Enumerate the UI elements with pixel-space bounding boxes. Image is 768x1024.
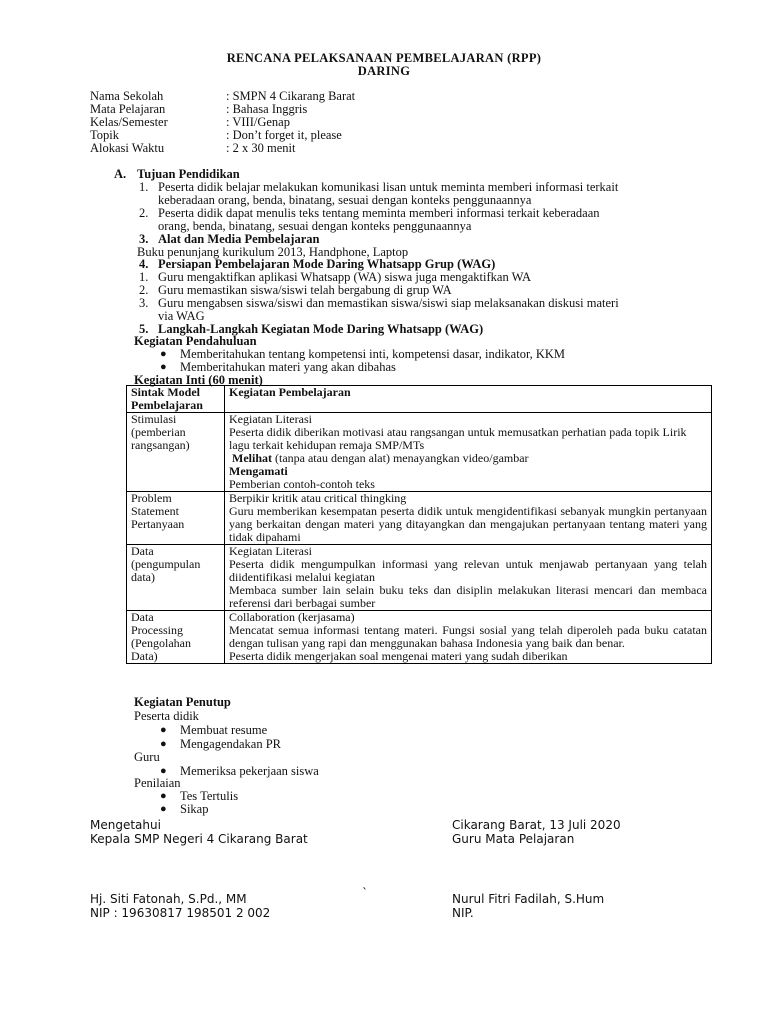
list-item: Membuat resume (180, 723, 268, 737)
table-cell-activity (225, 611, 712, 664)
bullet-icon: ● (160, 803, 167, 815)
cell-text: Data (131, 610, 154, 624)
cell-text: Pertanyaan (131, 517, 185, 531)
bullet-icon: ● (160, 348, 167, 360)
list-number: 1. (139, 270, 149, 284)
list-item-continued: via WAG (158, 309, 205, 323)
table-cell-syntax (127, 492, 225, 545)
stray-mark: ` (362, 886, 368, 900)
cell-text: Mencatat semua informasi tentang materi. Fungsi sosial yang telah diperoleh pada buku catatan dengan tulisan yang rapi dan menggunakan bahasa Indonesia yang baik dan benar. (229, 623, 707, 650)
table-cell-activity (225, 545, 712, 611)
cell-text (229, 452, 707, 465)
cell-text: Membaca sumber lain selain buku teks dan disiplin melakukan literasi mencari dan membaca referensi dari berbagai sumber (229, 583, 707, 610)
section-5-number: 5. (139, 322, 149, 336)
cell-text: Processing (131, 623, 183, 637)
list-item: Memberitahukan materi yang akan dibahas (180, 360, 396, 374)
list-number: 2. (139, 283, 149, 297)
signature-right-line2: Guru Mata Pelajaran (452, 832, 575, 846)
identity-label: Alokasi Waktu (90, 141, 165, 155)
table-cell-syntax (127, 413, 225, 492)
table-row (127, 492, 712, 545)
cell-text: Data (131, 544, 154, 558)
signature-right-name: Nurul Fitri Fadilah, S.Hum (452, 892, 605, 906)
document-subtitle: DARING (357, 64, 411, 78)
signature-right-line1: Cikarang Barat, 13 Juli 2020 (452, 818, 621, 832)
section-a-marker: A. (114, 167, 127, 181)
list-item: Guru memastikan siswa/siswi telah bergabung di grup WA (158, 283, 452, 297)
cell-text: Stimulasi (131, 412, 177, 426)
bullet-icon: ● (160, 724, 167, 736)
identity-value: : SMPN 4 Cikarang Barat (226, 89, 356, 103)
section-3-text: Buku penunjang kurikulum 2013, Handphone, Laptop (137, 245, 409, 259)
table-header-cell: Kegiatan Pembelajaran (225, 386, 712, 413)
list-number: 3. (139, 296, 149, 310)
cell-text: (Pengolahan (131, 636, 191, 650)
identity-value: : Don’t forget it, please (226, 128, 342, 142)
cell-text: Kegiatan Literasi (229, 544, 312, 558)
cell-text: Data) (131, 649, 158, 663)
list-item: Peserta didik dapat menulis teks tentang meminta memberi informasi terkait keberadaan (158, 206, 600, 220)
document-title: RENCANA PELAKSANAAN PEMBELAJARAN (RPP) (226, 51, 542, 65)
signature-left-line2: Kepala SMP Negeri 4 Cikarang Barat (90, 832, 308, 846)
identity-value: : Bahasa Inggris (226, 102, 308, 116)
cell-text: (pengumpulan (131, 557, 201, 571)
list-item: Memberitahukan tentang kompetensi inti, kompetensi dasar, indikator, KKM (180, 347, 566, 361)
cell-text: Peserta didik mengumpulkan informasi yang relevan untuk menjawab pertanyaan yang telah diidentifikasi melalui kegiatan (229, 557, 707, 584)
header-text: Sintak Model (131, 385, 201, 399)
cell-text: Collaboration (kerjasama) (229, 610, 355, 624)
bullet-icon: ● (160, 361, 167, 373)
section-4-number: 4. (139, 257, 149, 271)
bullet-icon: ● (160, 738, 167, 750)
list-number: 2. (139, 206, 149, 220)
identity-label: Topik (90, 128, 119, 142)
list-item: Guru mengabsen siswa/siswi dan memastikan siswa/siswi siap melaksanakan diskusi materi (158, 296, 619, 310)
table-cell-activity (225, 492, 712, 545)
guru-label: Guru (134, 750, 160, 764)
list-item: Sikap (180, 802, 209, 816)
penutup-title: Kegiatan Penutup (134, 695, 231, 709)
list-item-continued: orang, benda, binatang, sesuai dengan konteks penggunaannya (158, 219, 472, 233)
cell-text: Pemberian contoh-contoh teks (229, 477, 375, 491)
cell-text: Kegiatan Literasi (229, 412, 312, 426)
bold-term: Mengamati (229, 464, 288, 478)
table-header-cell (127, 386, 225, 413)
signature-left-nip: NIP : 19630817 198501 2 002 (90, 906, 271, 920)
penilaian-label: Penilaian (134, 776, 181, 790)
signature-left-line1: Mengetahui (90, 818, 161, 832)
cell-text: data) (131, 570, 155, 584)
identity-value: : 2 x 30 menit (226, 141, 296, 155)
identity-label: Nama Sekolah (90, 89, 164, 103)
table-header-row (127, 386, 712, 413)
cell-text: Guru memberikan kesempatan peserta didik untuk mengidentifikasi sebanyak mungkin pertanyaan yang berkaitan dengan materi yang ditayangkan dan mengajukan pertanyaan tentang materi yang tidak dipahami (229, 504, 707, 544)
inti-title: Kegiatan Inti (60 menit) (134, 373, 263, 387)
cell-text: Peserta didik mengerjakan soal mengenai materi yang sudah diberikan (229, 649, 568, 663)
kegiatan-inti-table (126, 385, 712, 664)
peserta-label: Peserta didik (134, 709, 199, 723)
section-5-title: Langkah-Langkah Kegiatan Mode Daring Whatsapp (WAG) (158, 322, 484, 336)
table-row (127, 545, 712, 611)
list-item: Guru mengaktifkan aplikasi Whatsapp (WA) siswa juga mengaktifkan WA (158, 270, 532, 284)
section-4-title: Persiapan Pembelajaran Mode Daring Whatsapp Grup (WAG) (158, 257, 496, 271)
identity-label: Kelas/Semester (90, 115, 168, 129)
cell-text: Problem (131, 491, 172, 505)
bold-term: Melihat (232, 451, 272, 465)
identity-value: : VIII/Genap (226, 115, 290, 129)
identity-label: Mata Pelajaran (90, 102, 166, 116)
list-number: 1. (139, 180, 149, 194)
table-cell-syntax (127, 545, 225, 611)
bullet-icon: ● (160, 790, 167, 802)
pendahuluan-title: Kegiatan Pendahuluan (134, 334, 257, 348)
cell-text: (tanpa atau dengan alat) menayangkan video/gambar (272, 451, 529, 465)
signature-left-name: Hj. Siti Fatonah, S.Pd., MM (90, 892, 247, 906)
bullet-icon: ● (160, 765, 167, 777)
header-text: Pembelajaran (131, 398, 203, 412)
table-row (127, 413, 712, 492)
table-cell-syntax (127, 611, 225, 664)
table-cell-activity (225, 413, 712, 492)
cell-text: rangsangan) (131, 438, 190, 452)
cell-text: (pemberian (131, 425, 186, 439)
section-3-number: 3. (139, 232, 149, 246)
list-item-continued: keberadaan orang, benda, binatang, sesuai dengan konteks penggunaannya (158, 193, 532, 207)
table-row (127, 611, 712, 664)
list-item: Mengagendakan PR (180, 737, 282, 751)
cell-text: Statement (131, 504, 179, 518)
signature-right-nip: NIP. (452, 906, 474, 920)
section-3-title: Alat dan Media Pembelajaran (158, 232, 320, 246)
list-item: Peserta didik belajar melakukan komunikasi lisan untuk meminta memberi informasi terkait (158, 180, 619, 194)
list-item: Memeriksa pekerjaan siswa (180, 764, 319, 778)
list-item: Tes Tertulis (180, 789, 239, 803)
cell-text: Berpikir kritik atau critical thingking (229, 491, 407, 505)
section-a-title: Tujuan Pendidikan (137, 167, 240, 181)
cell-text: Peserta didik diberikan motivasi atau rangsangan untuk memusatkan perhatian pada topik Lirik lagu terkait kehidupan remaja SMP/MTs (229, 425, 687, 452)
